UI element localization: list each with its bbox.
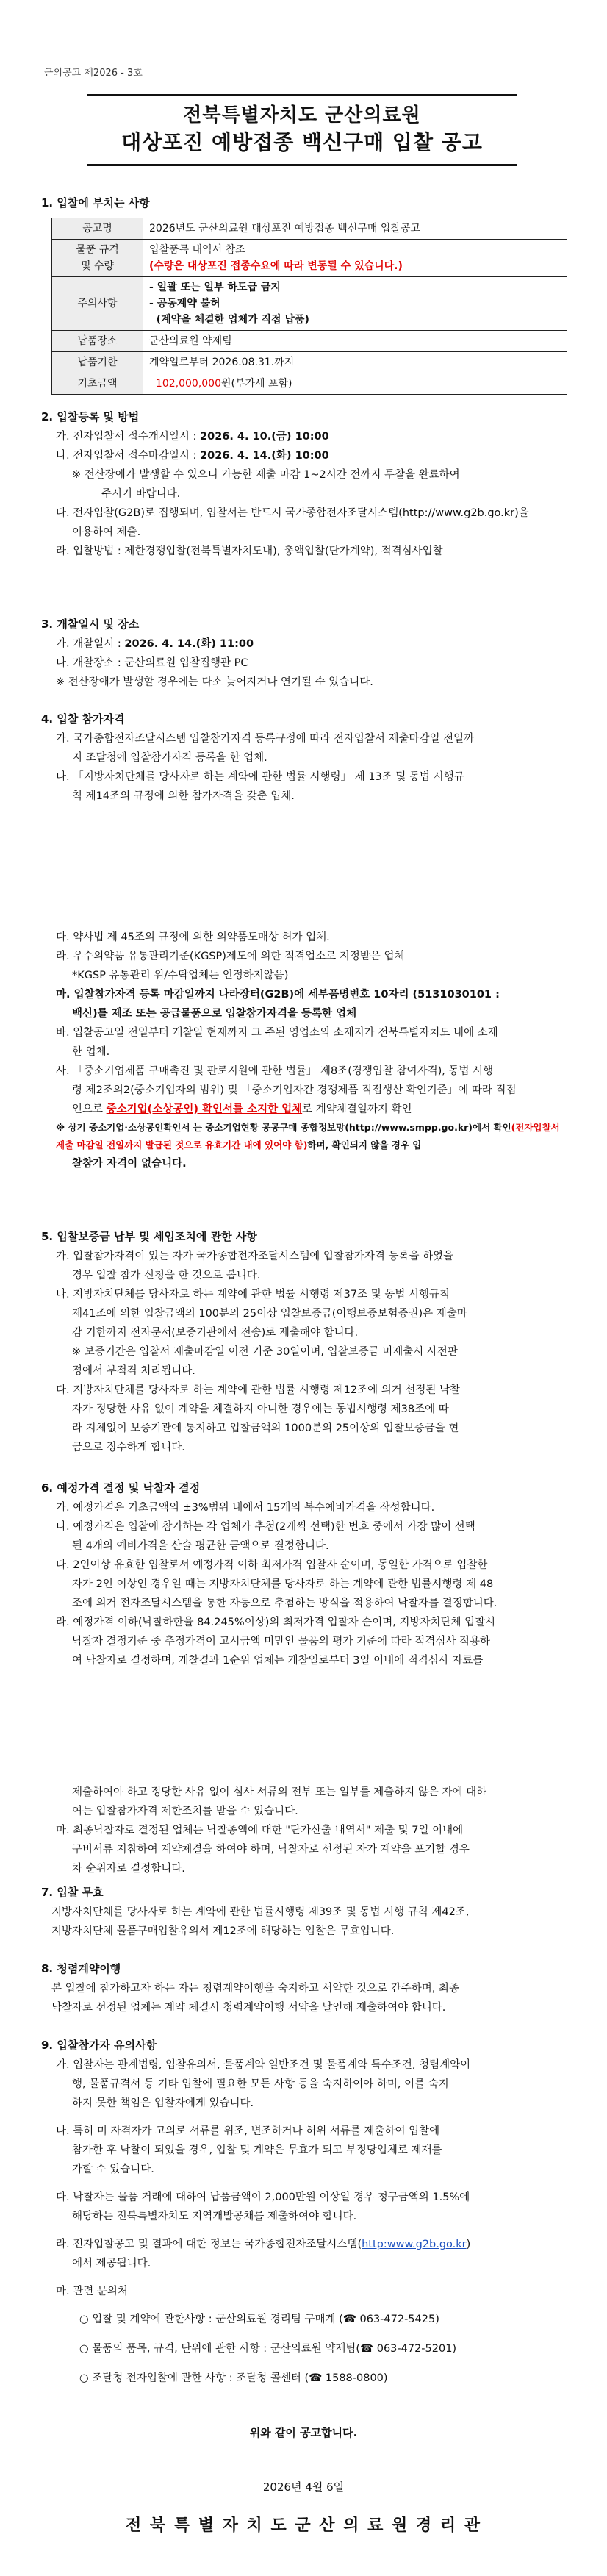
list-item: 마. 입찰참가자격 등록 마감일까지 나라장터(G2B)에 세부품명번호 10자리 (5131030101 : <box>56 989 500 1001</box>
list-item-cont: 가할 수 있습니다. <box>72 2164 154 2175</box>
list-item: 가. 입찰자는 관계법령, 입찰유의서, 물품계약 일반조건 및 물품계약 특수조건, 청렴계약이 <box>56 2059 471 2071</box>
g2b-link[interactable]: http:www.g2b.go.kr <box>362 2239 467 2250</box>
row-value-line: (계약을 체결한 업체가 직접 납품) <box>156 314 309 326</box>
list-item-cont: 라 지체없이 보증기관에 통지하고 입찰금액의 1000분의 25이상의 입찰보증금을 현 <box>72 1423 459 1434</box>
row-value-line: - 일괄 또는 일부 하도급 금지 <box>149 282 281 293</box>
section-6 <box>41 1478 567 1670</box>
issuer-name: 전 북 특 별 자 치 도 군 산 의 료 원 경 리 관 <box>125 2516 481 2535</box>
notice-date: 2026년 4월 6일 <box>262 2480 345 2494</box>
list-item-cont: 에서 제공됩니다. <box>72 2258 151 2269</box>
note-line: ※ 전산장애가 발생할 경우에는 다소 늦어지거나 연기될 수 있습니다. <box>56 676 373 688</box>
quantity-warning: (수량은 대상포진 접종수요에 따라 변동될 수 있습니다.) <box>149 260 403 272</box>
note-line: 정에서 부적격 처리됩니다. <box>72 1365 195 1377</box>
list-item: 가. 입찰참가자격이 있는 자가 국가종합전자조달시스템에 입찰참가자격 등록을 하였을 <box>56 1251 454 1262</box>
list-item-cont: 여 낙찰자로 결정하며, 개찰결과 1순위 업체는 개찰일로부터 3일 이내에 적격심사 자료를 <box>72 1655 484 1667</box>
text-run: 로 계약체결일까지 확인 <box>302 1103 412 1115</box>
paragraph-line: 지방자치단체를 당사자로 하는 계약에 관한 법률시행령 제39조 및 동법 시행 규칙 제42조, <box>51 1906 470 1918</box>
list-item: 가. 국가종합전자조달시스템 입찰참가자격 등록규정에 따라 전자입찰서 제출마감일 전일까 <box>56 733 475 745</box>
row-value: 2026년도 군산의료원 대상포진 예방접종 백신구매 입찰공고 <box>143 218 567 240</box>
closing-statement: 위와 같이 공고합니다. <box>249 2426 358 2439</box>
list-item-cont: 제출하여야 하고 정당한 사유 없이 심사 서류의 전부 또는 일부를 제출하지 않은 자에 대하 <box>72 1786 487 1798</box>
page-title: 대상포진 예방접종 백신구매 입찰 공고 <box>121 130 483 154</box>
table-row <box>52 373 567 395</box>
section-1 <box>41 193 567 395</box>
text-run: ) <box>466 2239 471 2250</box>
row-key-line: 물품 규격 <box>76 244 119 256</box>
row-value <box>143 373 567 395</box>
section-heading: 4. 입찰 참가자격 <box>41 712 125 726</box>
note-line: 주시기 바랍니다. <box>101 488 181 500</box>
list-item-cont: 낙찰자 결정기준 중 추정가격이 고시금액 미만인 물품의 평가 기준에 따라 적격심사 적용하 <box>72 1636 490 1647</box>
list-item: 다. 낙찰자는 물품 거래에 대하여 납품금액이 2,000만원 이상일 경우 청구금액의 1.5%에 <box>56 2192 470 2203</box>
note-line: ※ 보증기간은 입찰서 제출마감일 이전 기준 30일이며, 입찰보증금 미제출시 사전판 <box>72 1346 458 1358</box>
text-run: ※ 상기 중소기업·소상공인확인서 는 중소기업현황 공공구매 종합정보망(http://www.smpp.go.kr)에서 확인 <box>56 1122 511 1133</box>
list-item: 사. 「중소기업제품 구매촉진 및 판로지원에 관한 법률」 제8조(경쟁입찰 참여자격), 동법 시행 <box>56 1065 494 1077</box>
list-item-cont: 차 순위자로 결정합니다. <box>72 1863 185 1875</box>
section-5 <box>41 1226 567 1457</box>
section-4 <box>41 709 567 806</box>
page-title-org: 전북특별자치도 군산의료원 <box>183 104 421 126</box>
note-line <box>41 1119 567 1154</box>
row-value-line: 입찰품목 내역서 참조 <box>149 244 245 256</box>
section-6-cont <box>41 1783 567 1878</box>
table-row <box>52 331 567 352</box>
list-item: 바. 입찰공고일 전일부터 개찰일 현재까지 그 주된 영업소의 소재지가 전북특별자치도 내에 소재 <box>56 1027 498 1039</box>
list-item: 라. 예정가격 이하(낙찰하한율 84.245%이상)의 최저가격 입찰자 순이며, 지방자치단체 입찰시 <box>56 1617 496 1628</box>
section-4-cont <box>41 928 567 1173</box>
contact-item: ○ 물품의 품목, 규격, 단위에 관한 사항 : 군산의료원 약제팀(☎ 063-472-5201) <box>79 2343 457 2355</box>
list-item-cont: 령 제2조의2(중소기업자의 범위) 및 「중소기업자간 경쟁제품 직접생산 확인기준」에 따라 직접 <box>72 1084 517 1096</box>
list-item-cont: 참가한 후 낙찰이 되었을 경우, 입찰 및 계약은 무효가 되고 부정당업체로 제재를 <box>72 2144 442 2156</box>
list-item-cont: 행, 물품규격서 등 기타 입찰에 필요한 모든 사항 등을 숙지하여야 하며, 이를 숙지 <box>72 2078 449 2090</box>
paragraph-line: 낙찰자로 선정된 업체는 계약 체결시 청렴계약이행 서약을 날인해 제출하여야 합니다. <box>51 2002 446 2014</box>
note-line: 찰참가 자격이 없습니다. <box>72 1158 187 1170</box>
section-heading: 8. 청렴계약이행 <box>41 1962 121 1975</box>
list-item: 다. 지방자치단체를 당사자로 하는 계약에 관한 법률 시행령 제12조에 의거 선정된 낙찰 <box>56 1384 460 1396</box>
list-item-cont: 해당하는 전북특별자치도 지역개발공채를 제출하여야 합니다. <box>72 2211 357 2222</box>
row-key: 공고명 <box>52 218 143 240</box>
paragraph-line: 지방자치단체 물품구매입찰유의서 제12조에 해당하는 입찰은 무효입니다. <box>51 1925 395 1937</box>
section-7 <box>41 1882 567 1941</box>
text-run: 하며, 확인되지 않을 경우 입 <box>307 1139 422 1151</box>
highlight-text: 중소기업(소상공인) 확인서를 소지한 업체 <box>106 1103 303 1115</box>
list-item: 나. 개찰장소 : 군산의료원 입찰집행관 PC <box>56 657 248 669</box>
list-item: 다. 2인이상 유효한 입찰로서 예정가격 이하 최저가격 입찰자 순이며, 동일한 가격으로 입찰한 <box>56 1559 488 1571</box>
notice-number: 군의공고 제2026 - 3호 <box>44 68 143 79</box>
highlight-text: (전자입찰서 제출 마감일 전일까지 발급된 것으로 유효기간 내에 있어야 함) <box>56 1122 560 1151</box>
contact-item: ○ 입찰 및 계약에 관한사항 : 군산의료원 경리팀 구매계 (☎ 063-472-5425) <box>79 2314 439 2325</box>
row-key: 납품기한 <box>52 352 143 373</box>
row-key: 납품장소 <box>52 331 143 352</box>
row-value: 군산의료원 약제팀 <box>143 331 567 352</box>
list-item: 마. 최종낙찰자로 결정된 업체는 낙찰종액에 대한 "단가산출 내역서" 제출 및 7일 이내에 <box>56 1825 464 1836</box>
list-item-cont: 여는 입찰참가자격 제한조치를 받을 수 있습니다. <box>72 1806 298 1817</box>
contact-item: ○ 조달청 전자입찰에 관한 사항 : 조달청 콜센터 (☎ 1588-0800) <box>79 2372 388 2384</box>
base-amount-unit: 원(부가세 포함) <box>220 378 292 390</box>
table-row <box>52 277 567 331</box>
row-key <box>52 240 143 277</box>
list-item-cont: 자가 정당한 사유 없이 계약을 체결하지 아니한 경우에는 동법시행령 제38조에 따 <box>72 1403 449 1415</box>
list-item-cont: 조에 의거 전자조달시스템을 통한 자동으로 추첨하는 방식을 적용하여 낙찰자를 결정합니다. <box>72 1598 498 1609</box>
list-item-cont: 칙 제14조의 규정에 의한 참가자격을 갖춘 업체. <box>72 790 295 802</box>
list-item-cont: 하지 못한 책임은 입찰자에게 있습니다. <box>72 2097 254 2109</box>
table-row <box>52 218 567 240</box>
item-label: 나. 전자입찰서 접수마감일시 : <box>56 450 201 462</box>
list-item-note: *KGSP 유통관리 위/수탁업체는 인정하지않음) <box>72 970 289 981</box>
section-heading: 6. 예정가격 결정 및 낙찰자 결정 <box>41 1481 201 1495</box>
list-item-cont: 금으로 징수하게 합니다. <box>72 1442 185 1453</box>
section-2 <box>41 407 567 561</box>
list-item: 나. 「지방자치단체를 당사자로 하는 계약에 관한 법률 시행령」 제 13조 및 동법 시행규 <box>56 771 464 783</box>
list-item <box>41 634 567 654</box>
section-8 <box>41 1958 567 2017</box>
text-run: 라. 전자입찰공고 및 결과에 대한 정보는 국가종합전자조달시스템( <box>56 2239 362 2250</box>
list-item: 라. 우수의약품 유통관리기준(KGSP)제도에 의한 적격업소로 지정받은 업체 <box>56 951 405 962</box>
table-row <box>52 240 567 277</box>
table-row <box>52 352 567 373</box>
list-item: 가. 예정가격은 기초금액의 ±3%범위 내에서 15개의 복수예비가격을 작성합니다. <box>56 1502 435 1514</box>
row-key: 기초금액 <box>52 373 143 395</box>
list-item-cont: 된 4개의 예비가격을 산술 평균한 금액으로 결정합니다. <box>72 1540 329 1552</box>
list-item-cont: 제41조에 의한 입찰금액의 100분의 25이상 입찰보증금(이행보증보험증권)은 제출마 <box>72 1308 467 1320</box>
row-key: 주의사항 <box>52 277 143 331</box>
list-item: 나. 특히 미 자격자가 고의로 서류를 위조, 변조하거나 허위 서류를 제출하여 입찰에 <box>56 2125 440 2137</box>
list-item: 나. 지방자치단체를 당사자로 하는 계약에 관한 법률 시행령 제37조 및 동법 시행규칙 <box>56 1289 450 1300</box>
item-label: 가. 전자입찰서 접수개시일시 : <box>56 431 201 443</box>
text-run: 인으로 <box>72 1103 107 1115</box>
list-item: 다. 전자입찰(G2B)로 집행되며, 입찰서는 반드시 국가종합전자조달시스템(http://www.g2b.go.kr)을 <box>56 507 529 519</box>
list-item <box>41 2235 567 2254</box>
list-item: 마. 관련 문의처 <box>56 2286 128 2297</box>
item-label: 가. 개찰일시 : <box>56 638 125 650</box>
list-item-cont: 경우 입찰 참가 신청을 한 것으로 봅니다. <box>72 1270 261 1281</box>
row-value <box>143 240 567 277</box>
section-3 <box>41 614 567 692</box>
section-heading: 7. 입찰 무효 <box>41 1886 104 1899</box>
item-value: 2026. 4. 14.(화) 11:00 <box>124 638 254 650</box>
list-item-cont <box>41 1100 567 1119</box>
list-item <box>41 427 567 446</box>
list-item-cont: 감 기한까지 전자문서(보증기관에서 전송)로 제출해야 합니다. <box>72 1327 359 1339</box>
note-line: ※ 전산장애가 발생할 수 있으니 가능한 제출 마감 1~2시간 전까지 투찰을 완료하여 <box>72 469 460 481</box>
list-item-cont: 한 업체. <box>72 1046 110 1058</box>
list-item-cont: 지 조달청에 입찰참가자격 등록을 한 업체. <box>72 752 267 764</box>
section-heading: 9. 입찰참가자 유의사항 <box>41 2039 157 2052</box>
item-value: 2026. 4. 10.(금) 10:00 <box>200 431 329 443</box>
section-heading: 5. 입찰보증금 납부 및 세입조치에 관한 사항 <box>41 1230 257 1243</box>
row-key-line: 및 수량 <box>80 260 115 272</box>
section-9 <box>41 2035 567 2388</box>
item-value: 2026. 4. 14.(화) 10:00 <box>200 450 329 462</box>
section-heading: 3. 개찰일시 및 장소 <box>41 618 140 631</box>
list-item-cont: 구비서류 지참하여 계약체결을 하여야 하며, 낙찰자로 선정된 자가 계약을 포기할 경우 <box>72 1844 470 1856</box>
paragraph-line: 본 입찰에 참가하고자 하는 자는 청렴계약이행을 숙지하고 서약한 것으로 간주하며, 최종 <box>51 1983 459 1994</box>
section-heading: 1. 입찰에 부치는 사항 <box>41 196 150 210</box>
row-value: 계약일로부터 2026.08.31.까지 <box>143 352 567 373</box>
list-item-cont: 이용하여 제출. <box>72 526 141 538</box>
list-item: 다. 약사법 제 45조의 규정에 의한 의약품도매상 허가 업체. <box>56 931 330 943</box>
list-item-cont: 자가 2인 이상인 경우일 때는 지방자치단체를 당사자로 하는 계약에 관한 법률시행령 제 48 <box>72 1578 494 1590</box>
list-item: 라. 입찰방법 : 제한경쟁입찰(전북특별자치도내), 총액입찰(단가계약), 적격심사입찰 <box>56 545 443 557</box>
row-value-line: - 공동계약 불허 <box>149 298 220 310</box>
base-amount: 102,000,000 <box>155 378 221 390</box>
list-item <box>41 446 567 465</box>
bid-info-table <box>51 218 567 395</box>
section-heading: 2. 입찰등록 및 방법 <box>41 410 140 423</box>
title-block <box>87 94 517 166</box>
list-item-cont: 백신)를 제조 또는 공급물품으로 입찰참가자격을 등록한 업체 <box>72 1008 357 1020</box>
row-value <box>143 277 567 331</box>
list-item: 나. 예정가격은 입찰에 참가하는 각 업체가 추첨(2개씩 선택)한 번호 중에서 가장 많이 선택 <box>56 1521 475 1533</box>
